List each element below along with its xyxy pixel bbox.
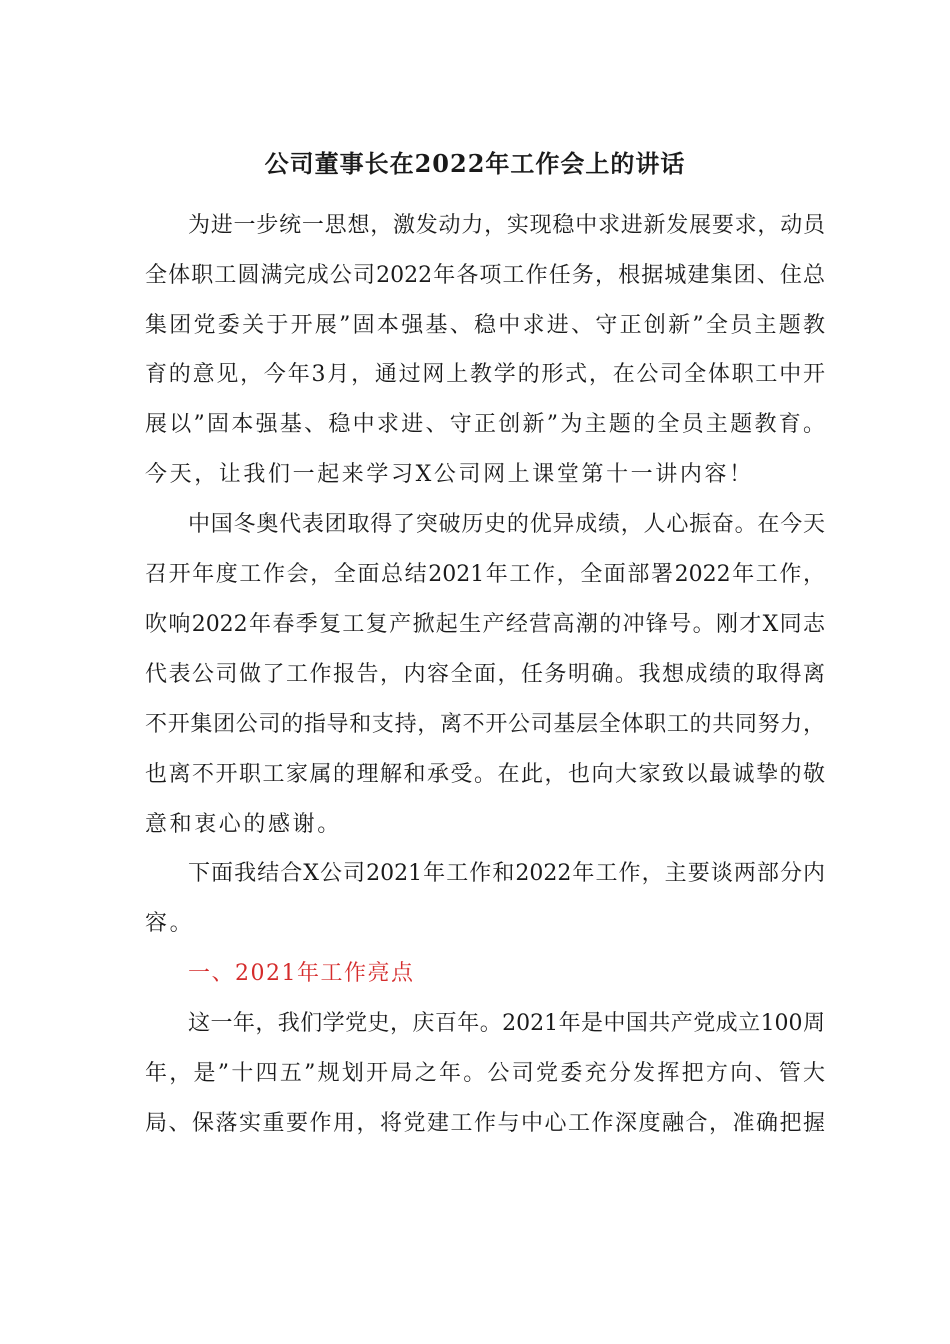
paragraph-line: 不开集团公司的指导和支持，离不开公司基层全体职工的共同努力， [145, 712, 825, 737]
paragraph-line: 全体职工圆满完成公司2022年各项工作任务，根据城建集团、住总 [145, 263, 825, 288]
paragraph-line: 这一年，我们学党史，庆百年。2021年是中国共产党成立100周 [188, 1011, 825, 1036]
paragraph-line: 中国冬奥代表团取得了突破历史的优异成绩，人心振奋。在今天 [188, 512, 825, 537]
paragraph-line: 召开年度工作会，全面总结2021年工作，全面部署2022年工作， [145, 562, 825, 587]
paragraph-line: 代表公司做了工作报告，内容全面，任务明确。我想成绩的取得离 [145, 662, 825, 687]
paragraph-line: 局、保落实重要作用，将党建工作与中心工作深度融合，准确把握 [145, 1111, 825, 1136]
paragraph-line: 意和衷心的感谢。 [145, 812, 342, 837]
paragraph-line: 也离不开职工家属的理解和承受。在此，也向大家致以最诚挚的敬 [145, 762, 825, 787]
paragraph-line: 育的意见，今年3月，通过网上教学的形式，在公司全体职工中开 [145, 362, 825, 387]
paragraph-line: 展以”固本强基、稳中求进、守正创新”为主题的全员主题教育。 [145, 412, 825, 437]
paragraph-line: 年，是”十四五”规划开局之年。公司党委充分发挥把方向、管大 [145, 1061, 825, 1086]
paragraph-line: 集团党委关于开展”固本强基、稳中求进、守正创新”全员主题教 [145, 313, 825, 338]
paragraph-line: 今天，让我们一起来学习X公司网上课堂第十一讲内容！ [145, 462, 754, 487]
paragraph-line: 下面我结合X公司2021年工作和2022年工作，主要谈两部分内 [188, 861, 825, 886]
paragraph-line: 容。 [145, 911, 195, 936]
paragraph-line: 为进一步统一思想，激发动力，实现稳中求进新发展要求，动员 [188, 213, 825, 238]
section-heading: 一、2021年工作亮点 [188, 961, 415, 986]
document-title: 公司董事长在2022年工作会上的讲话 [264, 149, 686, 178]
paragraph-line: 吹响2022年春季复工复产掀起生产经营高潮的冲锋号。刚才X同志 [145, 612, 825, 637]
